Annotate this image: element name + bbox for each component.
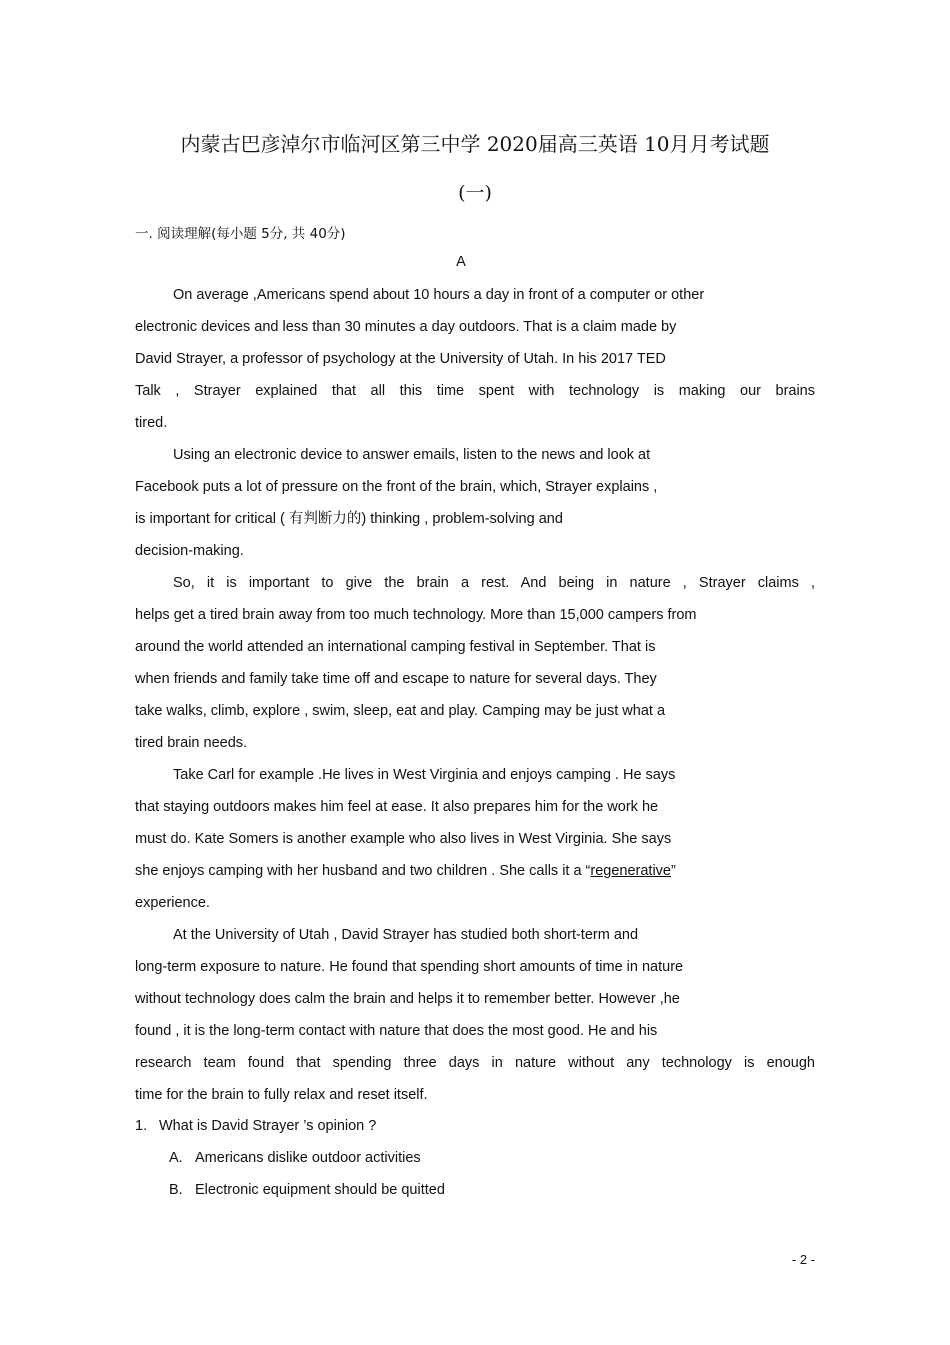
close-quote: ” <box>671 863 676 879</box>
passage-line: experience. <box>135 895 210 911</box>
passage-line: Facebook puts a lot of pressure on the front of the brain, which, Strayer explains , <box>135 479 658 495</box>
passage-line: On average ,Americans spend about 10 hours a day in front of a computer or other <box>173 287 705 303</box>
question-1 <box>135 1118 376 1134</box>
option-text: Electronic equipment should be quitted <box>195 1182 445 1198</box>
passage-line: must do. Kate Somers is another example who also lives in West Virginia. She says <box>135 831 672 847</box>
passage-line-text: she enjoys camping with her husband and two children . She calls it a “ <box>135 863 591 879</box>
exam-subtitle: (一) <box>458 182 492 204</box>
passage-line: found , it is the long-term contact with nature that does the most good. He and his <box>135 1023 658 1039</box>
passage-line: around the world attended an international camping festival in September. That is <box>135 639 656 655</box>
passage-line: tired. <box>135 415 168 431</box>
passage-line: So, it is important to give the brain a rest. And being in nature , Strayer claims , <box>173 575 815 591</box>
passage-line: when friends and family take time off and escape to nature for several days. They <box>135 671 657 687</box>
question-text: What is David Strayer ’s opinion ? <box>159 1118 377 1134</box>
passage-line: David Strayer, a professor of psychology at the University of Utah. In his 2017 TED <box>135 351 666 367</box>
passage-line: electronic devices and less than 30 minutes a day outdoors. That is a claim made by <box>135 319 677 335</box>
passage-line: is important for critical ( 有判断力的) thinking , problem-solving and <box>135 511 563 527</box>
passage-label: A <box>456 254 466 270</box>
option-label: A. <box>169 1150 183 1166</box>
passage-line: Talk , Strayer explained that all this time spent with technology is making our brains <box>135 383 815 399</box>
option-text: Americans dislike outdoor activities <box>195 1150 421 1166</box>
option-label: B. <box>169 1182 183 1198</box>
question-number: 1. <box>135 1118 148 1134</box>
passage-line: without technology does calm the brain and helps it to remember better. However ,he <box>135 991 680 1007</box>
passage-line: Take Carl for example .He lives in West Virginia and enjoys camping . He says <box>173 767 676 783</box>
passage-line: tired brain needs. <box>135 735 248 751</box>
passage-line: time for the brain to fully relax and reset itself. <box>135 1087 428 1103</box>
option-b <box>169 1182 445 1198</box>
passage-line: At the University of Utah , David Strayer has studied both short-term and <box>173 927 639 943</box>
page-number: - 2 - <box>791 1252 815 1267</box>
passage-line: research team found that spending three days in nature without any technology is enough <box>135 1055 815 1071</box>
option-a <box>169 1150 421 1166</box>
underlined-word: regenerative <box>590 863 671 879</box>
exam-title: 内蒙古巴彦淖尔市临河区第三中学 2020届高三英语 10月月考试题 <box>180 132 770 156</box>
passage-line: helps get a tired brain away from too much technology. More than 15,000 campers from <box>135 607 697 623</box>
passage-line: Using an electronic device to answer emails, listen to the news and look at <box>173 447 651 463</box>
passage-line: long-term exposure to nature. He found that spending short amounts of time in nature <box>135 959 684 975</box>
passage-line: that staying outdoors makes him feel at ease. It also prepares him for the work he <box>135 799 659 815</box>
passage-line: take walks, climb, explore , swim, sleep, eat and play. Camping may be just what a <box>135 703 666 719</box>
section-heading: 一. 阅读理解(每小题 5分, 共 40分) <box>135 226 346 242</box>
passage-line: decision-making. <box>135 543 244 559</box>
passage-line-with-underline <box>135 862 815 880</box>
